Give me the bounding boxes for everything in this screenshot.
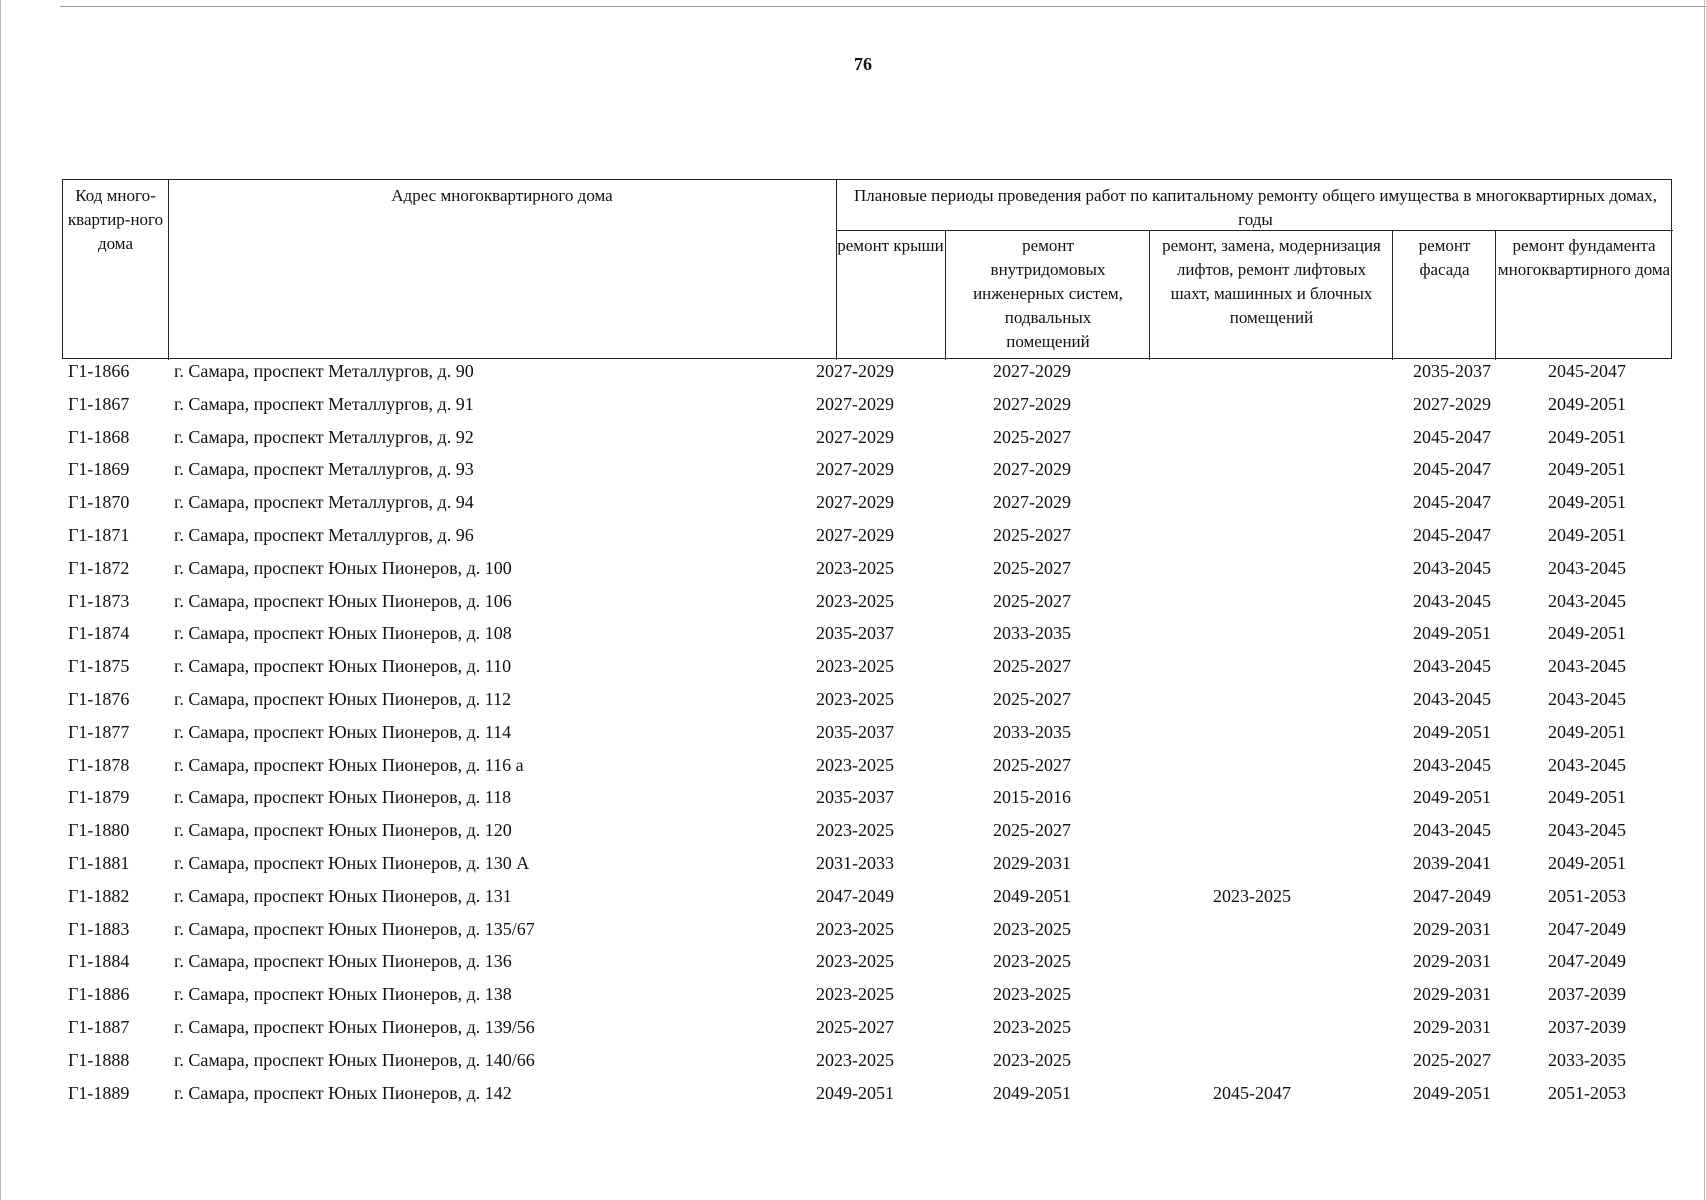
table-row — [62, 1048, 1672, 1081]
table-row — [62, 982, 1672, 1015]
row-facade: 2045-2047 — [1413, 524, 1491, 545]
table-row — [62, 917, 1672, 950]
row-engineering: 2025-2027 — [993, 688, 1071, 709]
row-facade: 2049-2051 — [1413, 623, 1491, 644]
table-row — [62, 654, 1672, 687]
row-foundation: 2047-2049 — [1548, 951, 1626, 972]
row-engineering: 2025-2027 — [993, 426, 1071, 447]
row-roof: 2023-2025 — [816, 557, 894, 578]
row-code: Г1-1889 — [68, 1082, 130, 1103]
divider — [836, 180, 837, 360]
row-engineering: 2025-2027 — [993, 656, 1071, 677]
row-code: Г1-1868 — [68, 426, 130, 447]
row-facade: 2027-2029 — [1413, 393, 1491, 414]
row-roof: 2049-2051 — [816, 1082, 894, 1103]
table-row — [62, 753, 1672, 786]
row-lifts: 2023-2025 — [1213, 885, 1291, 906]
header-foundation: ремонт фундамента многоквартирного дома — [1497, 236, 1671, 279]
row-code: Г1-1867 — [68, 393, 130, 414]
header-code: Код много-квартир-ного дома — [67, 186, 164, 253]
row-facade: 2029-2031 — [1413, 984, 1491, 1005]
row-foundation: 2043-2045 — [1548, 656, 1626, 677]
row-roof: 2023-2025 — [816, 590, 894, 611]
row-engineering: 2025-2027 — [993, 557, 1071, 578]
row-foundation: 2049-2051 — [1548, 459, 1626, 480]
row-roof: 2031-2033 — [816, 852, 894, 873]
row-engineering: 2027-2029 — [993, 361, 1071, 381]
table-row — [62, 1081, 1672, 1114]
row-code: Г1-1886 — [68, 984, 130, 1005]
row-code: Г1-1873 — [68, 590, 130, 611]
row-address: г. Самара, проспект Металлургов, д. 93 — [174, 459, 474, 480]
scan-edge-right — [1704, 0, 1705, 1200]
row-address: г. Самара, проспект Юных Пионеров, д. 140/66 — [174, 1049, 535, 1070]
table-row — [62, 359, 1672, 392]
row-engineering: 2033-2035 — [993, 623, 1071, 644]
row-engineering: 2023-2025 — [993, 951, 1071, 972]
row-engineering: 2015-2016 — [993, 787, 1071, 808]
row-engineering: 2025-2027 — [993, 524, 1071, 545]
row-roof: 2027-2029 — [816, 459, 894, 480]
row-facade: 2029-2031 — [1413, 918, 1491, 939]
header-address: Адрес многоквартирного дома — [391, 186, 613, 205]
row-facade: 2043-2045 — [1413, 688, 1491, 709]
row-facade: 2047-2049 — [1413, 885, 1491, 906]
row-foundation: 2049-2051 — [1548, 393, 1626, 414]
row-address: г. Самара, проспект Юных Пионеров, д. 135/67 — [174, 918, 535, 939]
row-code: Г1-1871 — [68, 524, 130, 545]
row-facade: 2043-2045 — [1413, 656, 1491, 677]
divider — [1149, 230, 1150, 360]
row-code: Г1-1888 — [68, 1049, 130, 1070]
row-foundation: 2043-2045 — [1548, 820, 1626, 841]
row-lifts: 2045-2047 — [1213, 1082, 1291, 1103]
row-address: г. Самара, проспект Юных Пионеров, д. 131 — [174, 885, 512, 906]
row-facade: 2039-2041 — [1413, 852, 1491, 873]
row-foundation: 2049-2051 — [1548, 524, 1626, 545]
row-address: г. Самара, проспект Юных Пионеров, д. 139/56 — [174, 1016, 535, 1037]
row-code: Г1-1879 — [68, 787, 130, 808]
row-code: Г1-1872 — [68, 557, 130, 578]
row-address: г. Самара, проспект Металлургов, д. 91 — [174, 393, 474, 414]
table-row — [62, 621, 1672, 654]
row-foundation: 2043-2045 — [1548, 754, 1626, 775]
header-facade: ремонт фасада — [1418, 236, 1471, 279]
row-foundation: 2033-2035 — [1548, 1049, 1626, 1070]
row-address: г. Самара, проспект Юных Пионеров, д. 106 — [174, 590, 512, 611]
row-engineering: 2023-2025 — [993, 1049, 1071, 1070]
row-facade: 2029-2031 — [1413, 951, 1491, 972]
table-body — [62, 359, 1672, 1113]
row-engineering: 2023-2025 — [993, 1016, 1071, 1037]
row-code: Г1-1880 — [68, 820, 130, 841]
row-address: г. Самара, проспект Юных Пионеров, д. 138 — [174, 984, 512, 1005]
row-code: Г1-1870 — [68, 492, 130, 513]
divider — [945, 230, 946, 360]
row-foundation: 2047-2049 — [1548, 918, 1626, 939]
row-code: Г1-1881 — [68, 852, 130, 873]
scan-edge-top — [60, 6, 1706, 7]
row-code: Г1-1877 — [68, 721, 130, 742]
row-engineering: 2023-2025 — [993, 984, 1071, 1005]
table-row — [62, 457, 1672, 490]
row-address: г. Самара, проспект Юных Пионеров, д. 120 — [174, 820, 512, 841]
table-row — [62, 884, 1672, 917]
row-code: Г1-1883 — [68, 918, 130, 939]
table-row — [62, 425, 1672, 458]
row-facade: 2043-2045 — [1413, 820, 1491, 841]
divider — [1392, 230, 1393, 360]
row-address: г. Самара, проспект Металлургов, д. 96 — [174, 524, 474, 545]
row-roof: 2023-2025 — [816, 951, 894, 972]
row-facade: 2029-2031 — [1413, 1016, 1491, 1037]
row-roof: 2023-2025 — [816, 1049, 894, 1070]
row-address: г. Самара, проспект Юных Пионеров, д. 114 — [174, 721, 512, 742]
row-roof: 2023-2025 — [816, 918, 894, 939]
row-engineering: 2033-2035 — [993, 721, 1071, 742]
row-roof: 2025-2027 — [816, 1016, 894, 1037]
row-code: Г1-1874 — [68, 623, 130, 644]
table-row — [62, 490, 1672, 523]
row-engineering: 2025-2027 — [993, 590, 1071, 611]
row-roof: 2023-2025 — [816, 820, 894, 841]
row-foundation: 2045-2047 — [1548, 361, 1626, 381]
table-row — [62, 1015, 1672, 1048]
row-address: г. Самара, проспект Юных Пионеров, д. 100 — [174, 557, 512, 578]
row-address: г. Самара, проспект Металлургов, д. 90 — [174, 361, 474, 381]
row-address: г. Самара, проспект Юных Пионеров, д. 112 — [174, 688, 512, 709]
row-code: Г1-1866 — [68, 361, 130, 381]
header-periods: Плановые периоды проведения работ по капитальному ремонту общего имущества в многоквартирных домах, годы — [854, 186, 1657, 229]
row-facade: 2049-2051 — [1413, 787, 1491, 808]
row-foundation: 2051-2053 — [1548, 885, 1626, 906]
row-roof: 2035-2037 — [816, 787, 894, 808]
row-engineering: 2049-2051 — [993, 1082, 1071, 1103]
row-engineering: 2029-2031 — [993, 852, 1071, 873]
table-row — [62, 818, 1672, 851]
row-engineering: 2027-2029 — [993, 459, 1071, 480]
row-roof: 2023-2025 — [816, 984, 894, 1005]
table-row — [62, 851, 1672, 884]
table-row — [62, 523, 1672, 556]
row-foundation: 2051-2053 — [1548, 1082, 1626, 1103]
row-foundation: 2043-2045 — [1548, 688, 1626, 709]
row-address: г. Самара, проспект Металлургов, д. 92 — [174, 426, 474, 447]
row-foundation: 2037-2039 — [1548, 984, 1626, 1005]
row-roof: 2027-2029 — [816, 361, 894, 381]
row-facade: 2043-2045 — [1413, 557, 1491, 578]
row-foundation: 2043-2045 — [1548, 557, 1626, 578]
row-roof: 2035-2037 — [816, 623, 894, 644]
row-code: Г1-1882 — [68, 885, 130, 906]
scan-edge-left — [0, 0, 1, 1200]
row-engineering: 2027-2029 — [993, 393, 1071, 414]
row-engineering: 2025-2027 — [993, 820, 1071, 841]
row-engineering: 2025-2027 — [993, 754, 1071, 775]
page-number: 76 — [854, 54, 872, 74]
row-engineering: 2023-2025 — [993, 918, 1071, 939]
row-code: Г1-1869 — [68, 459, 130, 480]
row-roof: 2027-2029 — [816, 393, 894, 414]
row-roof: 2023-2025 — [816, 688, 894, 709]
row-roof: 2023-2025 — [816, 656, 894, 677]
table-row — [62, 785, 1672, 818]
row-code: Г1-1876 — [68, 688, 130, 709]
header-roof: ремонт крыши — [837, 236, 944, 255]
row-code: Г1-1878 — [68, 754, 130, 775]
row-facade: 2045-2047 — [1413, 459, 1491, 480]
row-foundation: 2049-2051 — [1548, 426, 1626, 447]
row-facade: 2043-2045 — [1413, 590, 1491, 611]
row-address: г. Самара, проспект Юных Пионеров, д. 116 а — [174, 754, 524, 775]
row-foundation: 2043-2045 — [1548, 590, 1626, 611]
row-engineering: 2049-2051 — [993, 885, 1071, 906]
row-code: Г1-1884 — [68, 951, 130, 972]
row-roof: 2027-2029 — [816, 426, 894, 447]
table-row — [62, 949, 1672, 982]
row-foundation: 2049-2051 — [1548, 852, 1626, 873]
table-row — [62, 720, 1672, 753]
row-address: г. Самара, проспект Юных Пионеров, д. 118 — [174, 787, 512, 808]
row-roof: 2027-2029 — [816, 492, 894, 513]
row-foundation: 2049-2051 — [1548, 721, 1626, 742]
row-foundation: 2049-2051 — [1548, 787, 1626, 808]
row-facade: 2043-2045 — [1413, 754, 1491, 775]
row-facade: 2035-2037 — [1413, 361, 1491, 381]
table-row — [62, 687, 1672, 720]
row-code: Г1-1887 — [68, 1016, 130, 1037]
row-address: г. Самара, проспект Юных Пионеров, д. 136 — [174, 951, 512, 972]
row-address: г. Самара, проспект Юных Пионеров, д. 110 — [174, 656, 512, 677]
row-roof: 2023-2025 — [816, 754, 894, 775]
table-row — [62, 392, 1672, 425]
header-engineering: ремонт внутридомовых инженерных систем, подвальных помещений — [973, 236, 1123, 351]
row-code: Г1-1875 — [68, 656, 130, 677]
row-roof: 2035-2037 — [816, 721, 894, 742]
row-engineering: 2027-2029 — [993, 492, 1071, 513]
table-row — [62, 589, 1672, 622]
row-foundation: 2049-2051 — [1548, 492, 1626, 513]
row-address: г. Самара, проспект Юных Пионеров, д. 108 — [174, 623, 512, 644]
row-address: г. Самара, проспект Юных Пионеров, д. 142 — [174, 1082, 512, 1103]
table-row — [62, 556, 1672, 589]
row-roof: 2027-2029 — [816, 524, 894, 545]
row-foundation: 2049-2051 — [1548, 623, 1626, 644]
header-lifts: ремонт, замена, модернизация лифтов, ремонт лифтовых шахт, машинных и блочных помещений — [1162, 236, 1381, 327]
row-facade: 2025-2027 — [1413, 1049, 1491, 1070]
table-header — [62, 179, 1672, 359]
row-facade: 2049-2051 — [1413, 721, 1491, 742]
row-facade: 2045-2047 — [1413, 492, 1491, 513]
row-foundation: 2037-2039 — [1548, 1016, 1626, 1037]
row-facade: 2045-2047 — [1413, 426, 1491, 447]
row-facade: 2049-2051 — [1413, 1082, 1491, 1103]
row-address: г. Самара, проспект Юных Пионеров, д. 130 А — [174, 852, 530, 873]
row-roof: 2047-2049 — [816, 885, 894, 906]
row-address: г. Самара, проспект Металлургов, д. 94 — [174, 492, 474, 513]
